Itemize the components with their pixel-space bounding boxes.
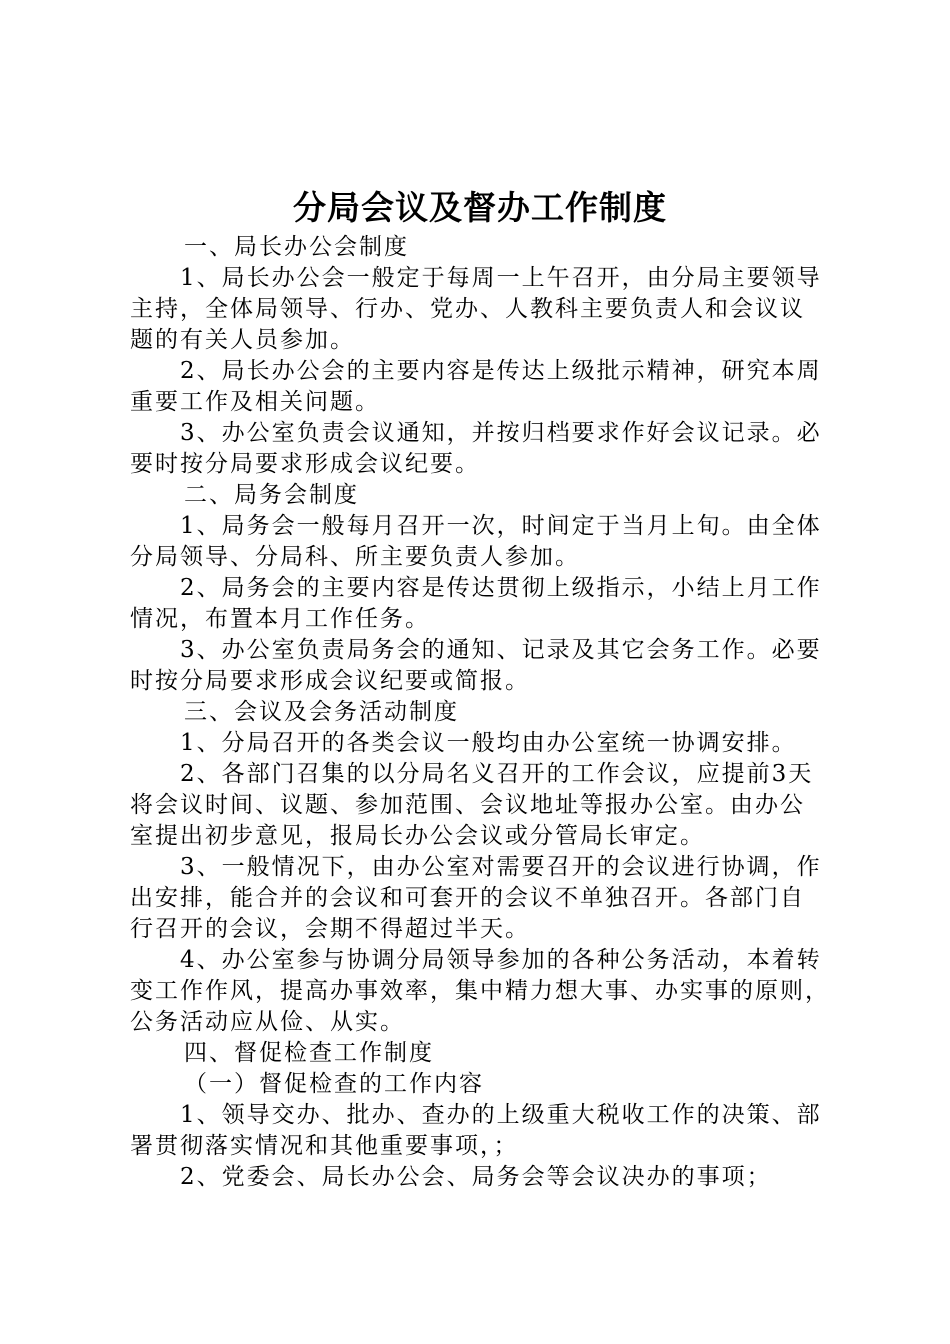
paragraph-line: 行召开的会议，会期不得超过半天。: [130, 916, 530, 942]
paragraph-line: 2、局长办公会的主要内容是传达上级批示精神，研究本周: [180, 358, 822, 384]
document-page: [130, 186, 830, 1193]
paragraph-line: 出安排，能合并的会议和可套开的会议不单独召开。各部门自: [130, 885, 805, 911]
section-heading: 二、局务会制度: [184, 482, 359, 508]
paragraph-line: 变工作作风，提高办事效率，集中精力想大事、办实事的原则，: [130, 978, 830, 1004]
paragraph-line: 3、办公室负责局务会的通知、记录及其它会务工作。必要: [180, 637, 822, 663]
paragraph-line: 题的有关人员参加。: [130, 327, 355, 353]
paragraph-line: 1、分局召开的各类会议一般均由办公室统一协调安排。: [180, 730, 797, 756]
paragraph-line: 1、领导交办、批办、查办的上级重大税收工作的决策、部: [180, 1102, 822, 1128]
paragraph-line: 2、党委会、局长办公会、局务会等会议决办的事项；: [180, 1164, 772, 1190]
paragraph-line: 3、办公室负责会议通知，并按归档要求作好会议记录。必: [180, 420, 822, 446]
paragraph-line: 2、局务会的主要内容是传达贯彻上级指示，小结上月工作: [180, 575, 822, 601]
paragraph-line: 4、办公室参与协调分局领导参加的各种公务活动，本着转: [180, 947, 822, 973]
paragraph-line: 重要工作及相关问题。: [130, 389, 380, 415]
paragraph-line: 情况，布置本月工作任务。: [130, 606, 430, 632]
paragraph-line: 公务活动应从俭、从实。: [130, 1009, 405, 1035]
document-body: [130, 232, 830, 1193]
paragraph-line: 主持，全体局领导、行办、党办、人教科主要负责人和会议议: [130, 296, 805, 322]
paragraph-line: 室提出初步意见，报局长办公会议或分管局长审定。: [130, 823, 705, 849]
section-heading: 四、督促检查工作制度: [184, 1040, 434, 1066]
document-title: 分局会议及督办工作制度: [293, 188, 667, 227]
paragraph-line: 分局领导、分局科、所主要负责人参加。: [130, 544, 580, 570]
paragraph-line: 1、局务会一般每月召开一次，时间定于当月上旬。由全体: [180, 513, 822, 539]
paragraph-line: 2、各部门召集的以分局名义召开的工作会议，应提前3天: [180, 761, 814, 787]
section-heading: 一、局长办公会制度: [184, 234, 409, 260]
paragraph-line: 时按分局要求形成会议纪要或简报。: [130, 668, 530, 694]
paragraph-line: 3、一般情况下，由办公室对需要召开的会议进行协调，作: [180, 854, 822, 880]
paragraph-line: 署贯彻落实情况和其他重要事项，；: [130, 1133, 519, 1159]
section-heading: （一）督促检查的工作内容: [184, 1071, 484, 1097]
paragraph-line: 将会议时间、议题、参加范围、会议地址等报办公室。由办公: [130, 792, 805, 818]
section-heading: 三、会议及会务活动制度: [184, 699, 459, 725]
paragraph-line: 要时按分局要求形成会议纪要。: [130, 451, 480, 477]
paragraph-line: 1、局长办公会一般定于每周一上午召开，由分局主要领导: [180, 265, 822, 291]
